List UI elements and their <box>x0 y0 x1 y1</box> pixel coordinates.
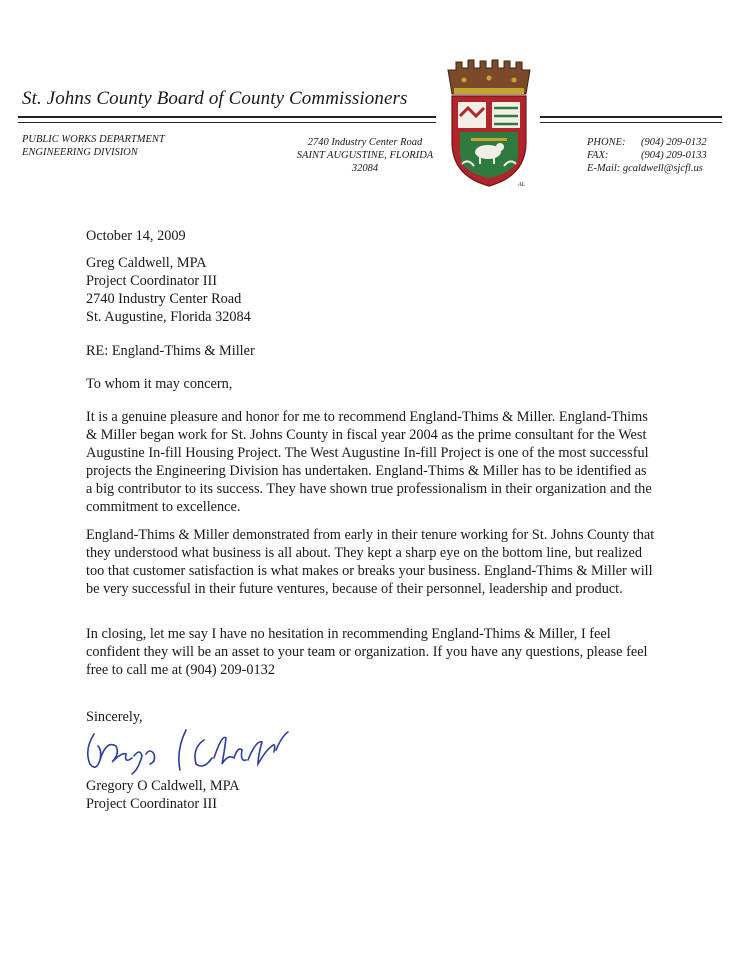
address-block <box>290 136 440 175</box>
header-rule-right-thin <box>540 122 722 123</box>
fax-row <box>587 149 707 162</box>
phone-row <box>587 136 707 149</box>
paragraph-2: England-Thims & Miller demonstrated from early in their tenure working for St. Johns County that they understood what business is all about. They kept a sharp eye on the bottom line, but realized too that customer satisfaction is what makes or breaks your business. England-Thims & Miller will be very successful in their future ventures, because of their personnel, leadership and product. <box>86 527 655 597</box>
address-line1: 2740 Industry Center Road <box>307 137 423 148</box>
header-rule-right <box>540 116 722 118</box>
salutation: To whom it may concern, <box>86 376 233 392</box>
signer-name: Gregory O Caldwell, MPA <box>86 778 240 794</box>
fax-label: FAX: <box>587 150 609 161</box>
address-line3: 32084 <box>351 163 379 174</box>
org-name: St. Johns County Board of County Commissioners <box>22 88 408 109</box>
phone-value: (904) 209-0132 <box>641 137 707 148</box>
signer-title: Project Coordinator III <box>86 796 218 812</box>
email-text: E-Mail: gcaldwell@sjcfl.us <box>587 163 703 174</box>
county-seal-icon <box>438 58 538 190</box>
address-line2: SAINT AUGUSTINE, FLORIDA <box>296 150 434 161</box>
paragraph-3: In closing, let me say I have no hesitation in recommending England-Thims & Miller, I feel confident they will be an asset to your team or organization. If you have any questions, please feel free to call me at (904) 209-0132 <box>86 626 648 678</box>
contact-block <box>587 136 707 175</box>
letter-date: October 14, 2009 <box>86 228 186 244</box>
recipient-title: Project Coordinator III <box>86 273 218 289</box>
phone-label: PHONE: <box>587 137 626 148</box>
re-line: RE: England-Thims & Miller <box>86 343 255 359</box>
header-rule-left-thin <box>18 122 436 123</box>
department-line1: PUBLIC WORKS DEPARTMENT <box>22 134 165 145</box>
recipient-block <box>86 254 656 326</box>
seal-mark: AL <box>518 182 526 188</box>
closing: Sincerely, <box>86 709 143 725</box>
department-line2: ENGINEERING DIVISION <box>22 147 138 158</box>
department-block <box>22 133 165 159</box>
recipient-street: 2740 Industry Center Road <box>86 291 242 307</box>
paragraph-1: It is a genuine pleasure and honor for me to recommend England-Thims & Miller. England-Thims & Miller began work for St. Johns County in fiscal year 2004 as the prime consultant for the West Augustine In-fill Housing Project. The West Augustine In-fill Project is one of the most successful projects the Engineering Division has undertaken. England-Thims & Miller has to be identified as a big contributor to its success. They have shown true professionalism in their organization and the commitment to excellence. <box>86 409 652 515</box>
recipient-city: St. Augustine, Florida 32084 <box>86 309 251 325</box>
fax-value: (904) 209-0133 <box>641 150 707 161</box>
header-rule-left <box>18 116 436 118</box>
recipient-name: Greg Caldwell, MPA <box>86 255 207 271</box>
handwritten-signature-icon <box>76 720 296 780</box>
